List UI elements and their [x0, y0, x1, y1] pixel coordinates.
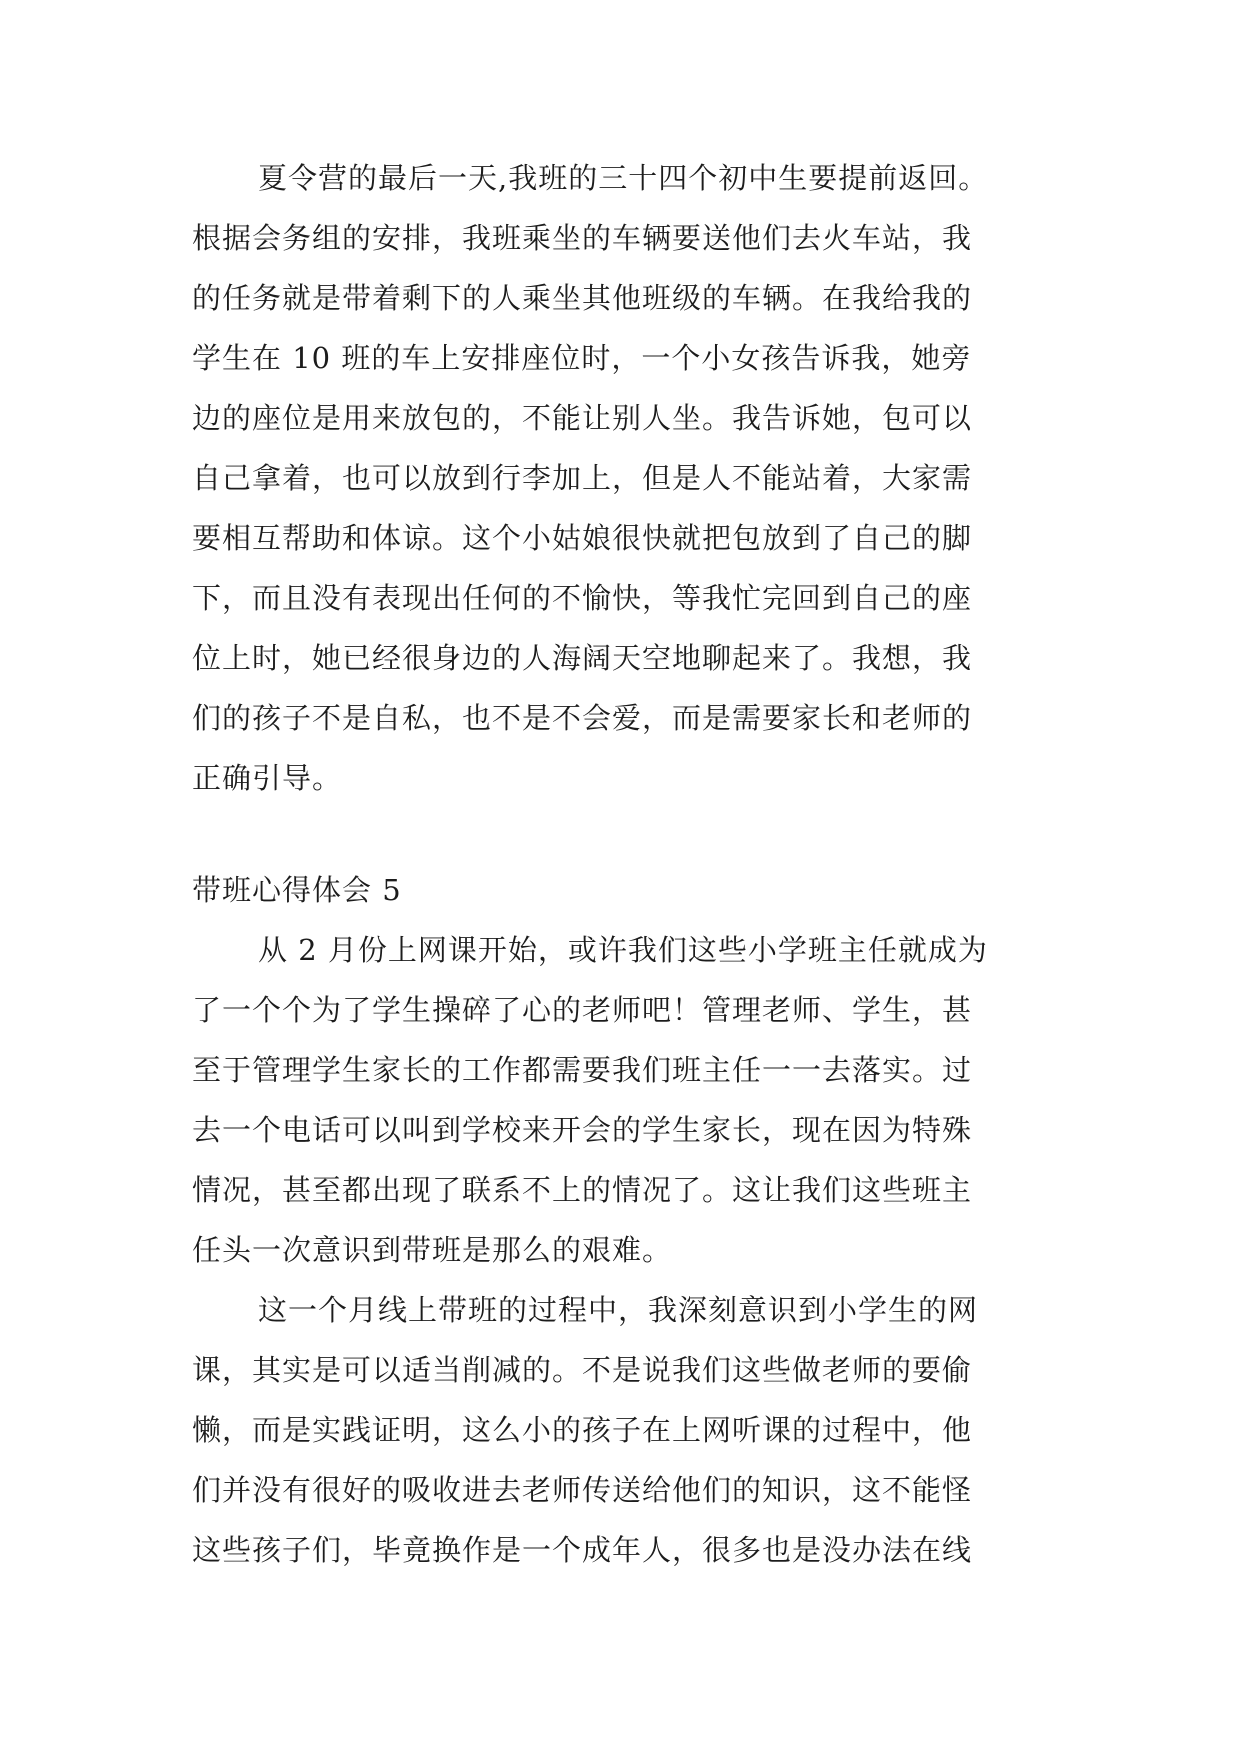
paragraph-line: 课，其实是可以适当削减的。不是说我们这些做老师的要偷 — [192, 1353, 973, 1387]
paragraph-line: 们的孩子不是自私，也不是不会爱，而是需要家长和老师的 — [192, 701, 973, 735]
paragraph-line: 至于管理学生家长的工作都需要我们班主任一一去落实。过 — [192, 1053, 973, 1087]
paragraph-line: 下，而且没有表现出任何的不愉快，等我忙完回到自己的座 — [192, 581, 973, 615]
paragraph-line: 夏令营的最后一天,我班的三十四个初中生要提前返回。 — [258, 161, 989, 195]
paragraph-line: 学生在 10 班的车上安排座位时，一个小女孩告诉我，她旁 — [192, 341, 972, 375]
paragraph-line: 从 2 月份上网课开始，或许我们这些小学班主任就成为 — [258, 933, 988, 967]
paragraph-line: 自己拿着，也可以放到行李加上，但是人不能站着，大家需 — [192, 461, 973, 495]
paragraph-line: 去一个电话可以叫到学校来开会的学生家长，现在因为特殊 — [192, 1113, 973, 1147]
section-heading: 带班心得体会 5 — [192, 873, 402, 907]
paragraph-line: 了一个个为了学生操碎了心的老师吧！管理老师、学生，甚 — [192, 993, 973, 1027]
paragraph-line: 这一个月线上带班的过程中，我深刻意识到小学生的网 — [258, 1293, 979, 1327]
paragraph-line: 懒，而是实践证明，这么小的孩子在上网听课的过程中，他 — [192, 1413, 973, 1447]
paragraph-line: 要相互帮助和体谅。这个小姑娘很快就把包放到了自己的脚 — [192, 521, 973, 555]
paragraph-line: 根据会务组的安排，我班乘坐的车辆要送他们去火车站，我 — [192, 221, 973, 255]
paragraph-line: 情况，甚至都出现了联系不上的情况了。这让我们这些班主 — [192, 1173, 973, 1207]
paragraph-line: 正确引导。 — [192, 761, 343, 795]
paragraph-line: 位上时，她已经很身边的人海阔天空地聊起来了。我想，我 — [192, 641, 973, 675]
paragraph-line: 任头一次意识到带班是那么的艰难。 — [192, 1233, 673, 1267]
paragraph-line: 们并没有很好的吸收进去老师传送给他们的知识，这不能怪 — [192, 1473, 973, 1507]
paragraph-line: 边的座位是用来放包的，不能让别人坐。我告诉她，包可以 — [192, 401, 973, 435]
paragraph-line: 的任务就是带着剩下的人乘坐其他班级的车辆。在我给我的 — [192, 281, 973, 315]
paragraph-line: 这些孩子们，毕竟换作是一个成年人，很多也是没办法在线 — [192, 1533, 973, 1567]
